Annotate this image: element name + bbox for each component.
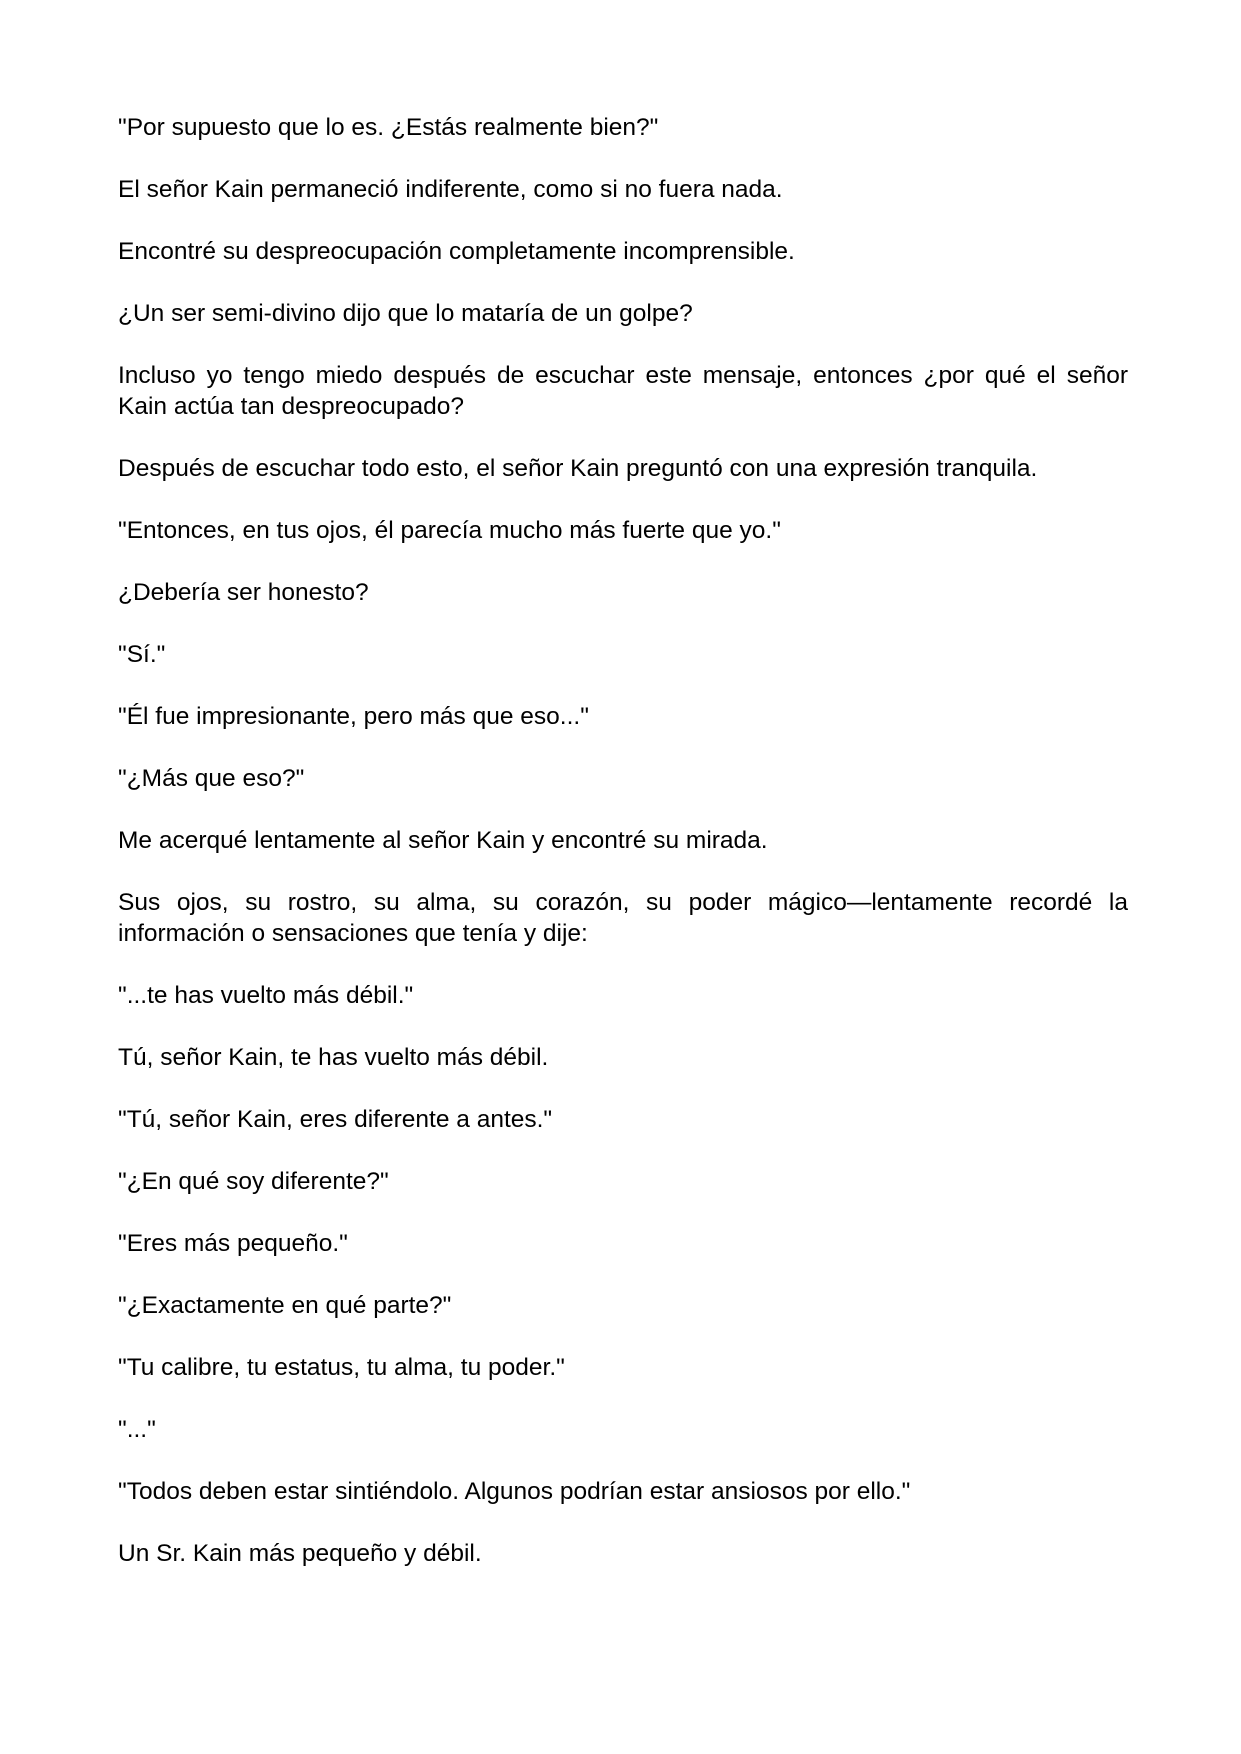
paragraph-23: Un Sr. Kain más pequeño y débil. (118, 1540, 482, 1567)
paragraph-1: "Por supuesto que lo es. ¿Estás realmente bien?" (118, 114, 659, 141)
paragraph-16: "Tú, señor Kain, eres diferente a antes." (118, 1106, 553, 1133)
paragraph-11: "¿Más que eso?" (118, 765, 305, 792)
paragraph-6: Después de escuchar todo esto, el señor Kain preguntó con una expresión tranquila. (118, 455, 1038, 482)
paragraph-19: "¿Exactamente en qué parte?" (118, 1292, 452, 1319)
paragraph-8: ¿Debería ser honesto? (118, 579, 369, 606)
paragraph-22: "Todos deben estar sintiéndolo. Algunos podrían estar ansiosos por ello." (118, 1478, 911, 1505)
paragraph-17: "¿En qué soy diferente?" (118, 1168, 389, 1195)
paragraph-9: "Sí." (118, 641, 166, 668)
paragraph-4: ¿Un ser semi-divino dijo que lo mataría de un golpe? (118, 300, 693, 327)
paragraph-18: "Eres más pequeño." (118, 1230, 348, 1257)
paragraph-2: El señor Kain permaneció indiferente, como si no fuera nada. (118, 176, 783, 203)
paragraph-13: Sus ojos, su rostro, su alma, su corazón, su poder mágico—lentamente recordé la información o sensaciones que tenía y dije: (118, 889, 1128, 947)
paragraph-15: Tú, señor Kain, te has vuelto más débil. (118, 1044, 549, 1071)
paragraph-12: Me acerqué lentamente al señor Kain y encontré su mirada. (118, 827, 768, 854)
paragraph-5: Incluso yo tengo miedo después de escuchar este mensaje, entonces ¿por qué el señor Kain actúa tan despreocupado? (118, 362, 1128, 420)
paragraph-10: "Él fue impresionante, pero más que eso..." (118, 703, 589, 730)
paragraph-3: Encontré su despreocupación completamente incomprensible. (118, 238, 795, 265)
paragraph-21: "..." (118, 1416, 156, 1443)
paragraph-20: "Tu calibre, tu estatus, tu alma, tu poder." (118, 1354, 565, 1381)
document-page (118, 112, 1128, 1569)
paragraph-7: "Entonces, en tus ojos, él parecía mucho más fuerte que yo." (118, 517, 781, 544)
paragraph-14: "...te has vuelto más débil." (118, 982, 414, 1009)
